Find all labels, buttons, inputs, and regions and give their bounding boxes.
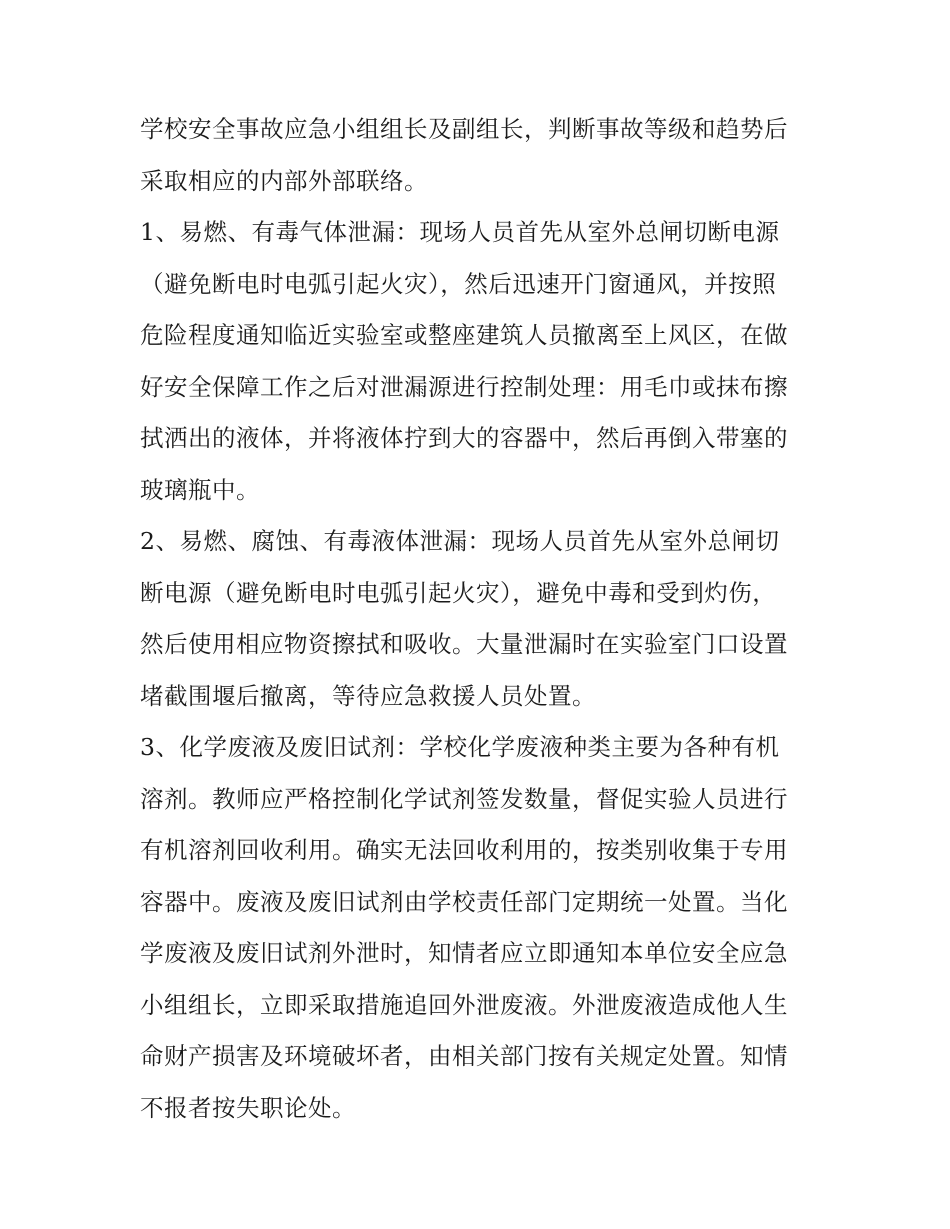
text-line: 堵截围堰后撤离，等待应急救援人员处置。 xyxy=(140,681,596,710)
text-line: 有机溶剂回收利用。确实无法回收利用的，按类别收集于专用 xyxy=(140,836,788,864)
text-line: 好安全保障工作之后对泄漏源进行控制处理：用毛巾或抹布擦 xyxy=(140,372,788,401)
document-body xyxy=(140,104,820,1134)
text-line: 学废液及废旧试剂外泄时，知情者应立即通知本单位安全应急 xyxy=(140,939,788,967)
text-line: 玻璃瓶中。 xyxy=(140,475,260,504)
text-line: 3、化学废液及废旧试剂：学校化学废液种类主要为各种有机 xyxy=(140,733,780,761)
text-line: 断电源（避免断电时电弧引起火灾），避免中毒和受到灼伤， xyxy=(140,578,777,607)
text-line: 学校安全事故应急小组组长及副组长，判断事故等级和趋势后 xyxy=(140,115,788,143)
text-line: 2、易燃、腐蚀、有毒液体泄漏：现场人员首先从室外总闸切 xyxy=(140,527,780,555)
text-line: 危险程度通知临近实验室或整座建筑人员撤离至上风区，在做 xyxy=(140,321,788,349)
text-line: 采取相应的内部外部联络。 xyxy=(140,166,428,195)
text-line: 容器中。废液及废旧试剂由学校责任部门定期统一处置。当化 xyxy=(140,887,788,916)
text-line: 不报者按失职论处。 xyxy=(140,1093,356,1122)
text-line: 溶剂。教师应严格控制化学试剂签发数量，督促实验人员进行 xyxy=(140,784,788,813)
text-line: 拭洒出的液体，并将液体拧到大的容器中，然后再倒入带塞的 xyxy=(140,424,788,452)
text-line: 1、易燃、有毒气体泄漏：现场人员首先从室外总闸切断电源 xyxy=(140,218,780,246)
text-line: 命财产损害及环境破坏者，由相关部门按有关规定处置。知情 xyxy=(140,1042,788,1070)
text-line: 然后使用相应物资擦拭和吸收。大量泄漏时在实验室门口设置 xyxy=(140,630,788,658)
text-line: （避免断电时电弧引起火灾），然后迅速开门窗通风，并按照 xyxy=(140,269,777,298)
text-line: 小组组长，立即采取措施追回外泄废液。外泄废液造成他人生 xyxy=(140,990,788,1019)
